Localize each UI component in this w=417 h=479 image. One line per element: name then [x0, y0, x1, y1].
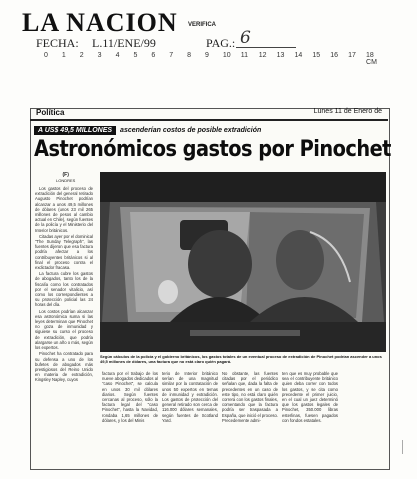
kicker-highlight: A US$ 49,5 MILLONES	[34, 126, 116, 135]
ruler-tick-label: 7	[169, 52, 174, 59]
section-name: Política	[36, 108, 65, 117]
article-paragraph: Los costos podrían alcanzar esa astronómica suma si las leyes determinan que Pinochet no goza de inmunidad y siguiese su curso el proceso de extradición, que podría alargarse un año o más, según los expertos.	[35, 308, 93, 351]
article-paragraph: La factura cubre los gastos de abogados, tanto los de la fiscalía como los contratados por el senador vitalicio, así como los correspondientes a su protección policial las 24 horas del día.	[35, 271, 93, 308]
ruler-tick-label: 1	[61, 52, 66, 59]
article-kicker	[34, 125, 261, 135]
ruler-tick-label: 14	[294, 52, 303, 59]
byline-mark: (F)	[62, 172, 69, 178]
ruler-tick-label: 16	[330, 52, 339, 59]
newspaper-masthead: LA NACION	[22, 8, 178, 37]
ruler-tick-label: 0	[44, 52, 48, 59]
section-date: Lunes 11 de Enero de	[313, 108, 382, 115]
photo-caption: Según cálculos de la policía y el gobierno británicos, los gastos totales de un eventual proceso de extradición de Pinochet podrían ascender a unos 49,5 millones de dólares, una factura que no está claro quién pagará.	[100, 354, 382, 364]
verifica-label: VERIFICA	[188, 22, 217, 28]
scan-edge-mark	[402, 440, 409, 454]
article-bottom-column-3: No obstante, las fuentes citadas por el periódico señalan que, dada la falta de precedentes en un caso de este tipo, no está claro quién correrá con los gastos finales, comentando que la factura podría ser traspasada a España, que inició el proceso. Precedemente admi-	[222, 371, 278, 423]
article-bottom-column-1: factura por el trabajo de los nueve abogados dedicados al "caso Pinochet", se calcula en unos 30 mil dólares diarios. Según fuentes cercanas al proceso, sólo la factura legal del "caso Pinochet", hasta la Navidad, rondaba 1,65 millones de dólares, y los del Minis	[102, 371, 158, 423]
ruler-tick-label: 8	[187, 52, 192, 59]
ruler-tick-label: 3	[97, 52, 102, 59]
ruler-tick-label: 2	[79, 52, 84, 59]
article-headline: Astronómicos gastos por Pinochet	[34, 137, 391, 162]
ruler-tick-label: 17	[348, 52, 356, 59]
ruler-tick-label: 15	[312, 52, 321, 59]
fecha-label: FECHA:	[36, 36, 79, 50]
ruler-tick-label: 10	[222, 52, 231, 59]
ruler-tick-label: 11	[240, 52, 249, 59]
centimeter-ruler	[44, 52, 384, 64]
ruler-tick-label: 9	[205, 52, 209, 59]
fecha-value: L.11/ENE/99	[92, 36, 156, 50]
ruler-tick-label: 13	[276, 52, 285, 59]
ruler-tick-label: 18 CM	[366, 52, 377, 66]
section-header	[30, 108, 388, 121]
article-photo	[100, 172, 386, 352]
byline-place: LONDRES	[56, 178, 76, 183]
ruler-tick-label: 12	[258, 52, 267, 59]
article-paragraph: Citadas ayer por el dominical "The Sunday Telegraph", las fuentes dijeron que esa factura podría afectar a los contribuyentes británicos si al final el proceso contra el exdictador fracasa.	[35, 233, 93, 271]
pag-underline	[236, 47, 296, 48]
article-paragraph: Los gastos del proceso de extradición del general retirado Augusto Pinochet podrían alcanzar a unos 49,5 millones de dólares (unos 23 mil 265 millones de pesos al cambio actual en Chile), según fuentes de la policía y el Ministerio del Interior británicos.	[35, 186, 93, 233]
article-bottom-column-4: ten que es muy probable que sea el contribuyente británico quien deba correr con todos los gastos, y se cita como precedente el primer juicio, en el cual un juez determinó que los gastos legales de Pinochet, 350.000 libras esterlinas, fuesen pagados con fondos estatales.	[282, 371, 338, 423]
ruler-tick-label: 4	[115, 52, 120, 59]
ruler-tick-label: 6	[151, 52, 156, 59]
article-paragraph: Pinochet ha contratado para su defensa a uno de los bufetes de abogados más prestigiosos del Reino Unido en materia de extradición, Kingsley Napley, cuyos	[35, 351, 93, 383]
kicker-text: ascenderían costos de posible extradición	[120, 126, 262, 134]
pag-handwritten-value: 6	[240, 28, 251, 48]
article-left-column	[35, 186, 93, 462]
byline	[56, 173, 75, 183]
article-bottom-column-2: terio de Interior británico serían de una magnitud similar por la contratación de unos 50 expertos en temas de inmunidad y extradición. Los gastos de protección del general retirado son cerca de 116.000 dólares semanales, según fuentes de Scotland Yard.	[162, 371, 218, 423]
car-window-photo	[100, 172, 386, 352]
pag-label: PAG.:	[206, 36, 236, 50]
ruler-tick-label: 5	[133, 52, 138, 59]
